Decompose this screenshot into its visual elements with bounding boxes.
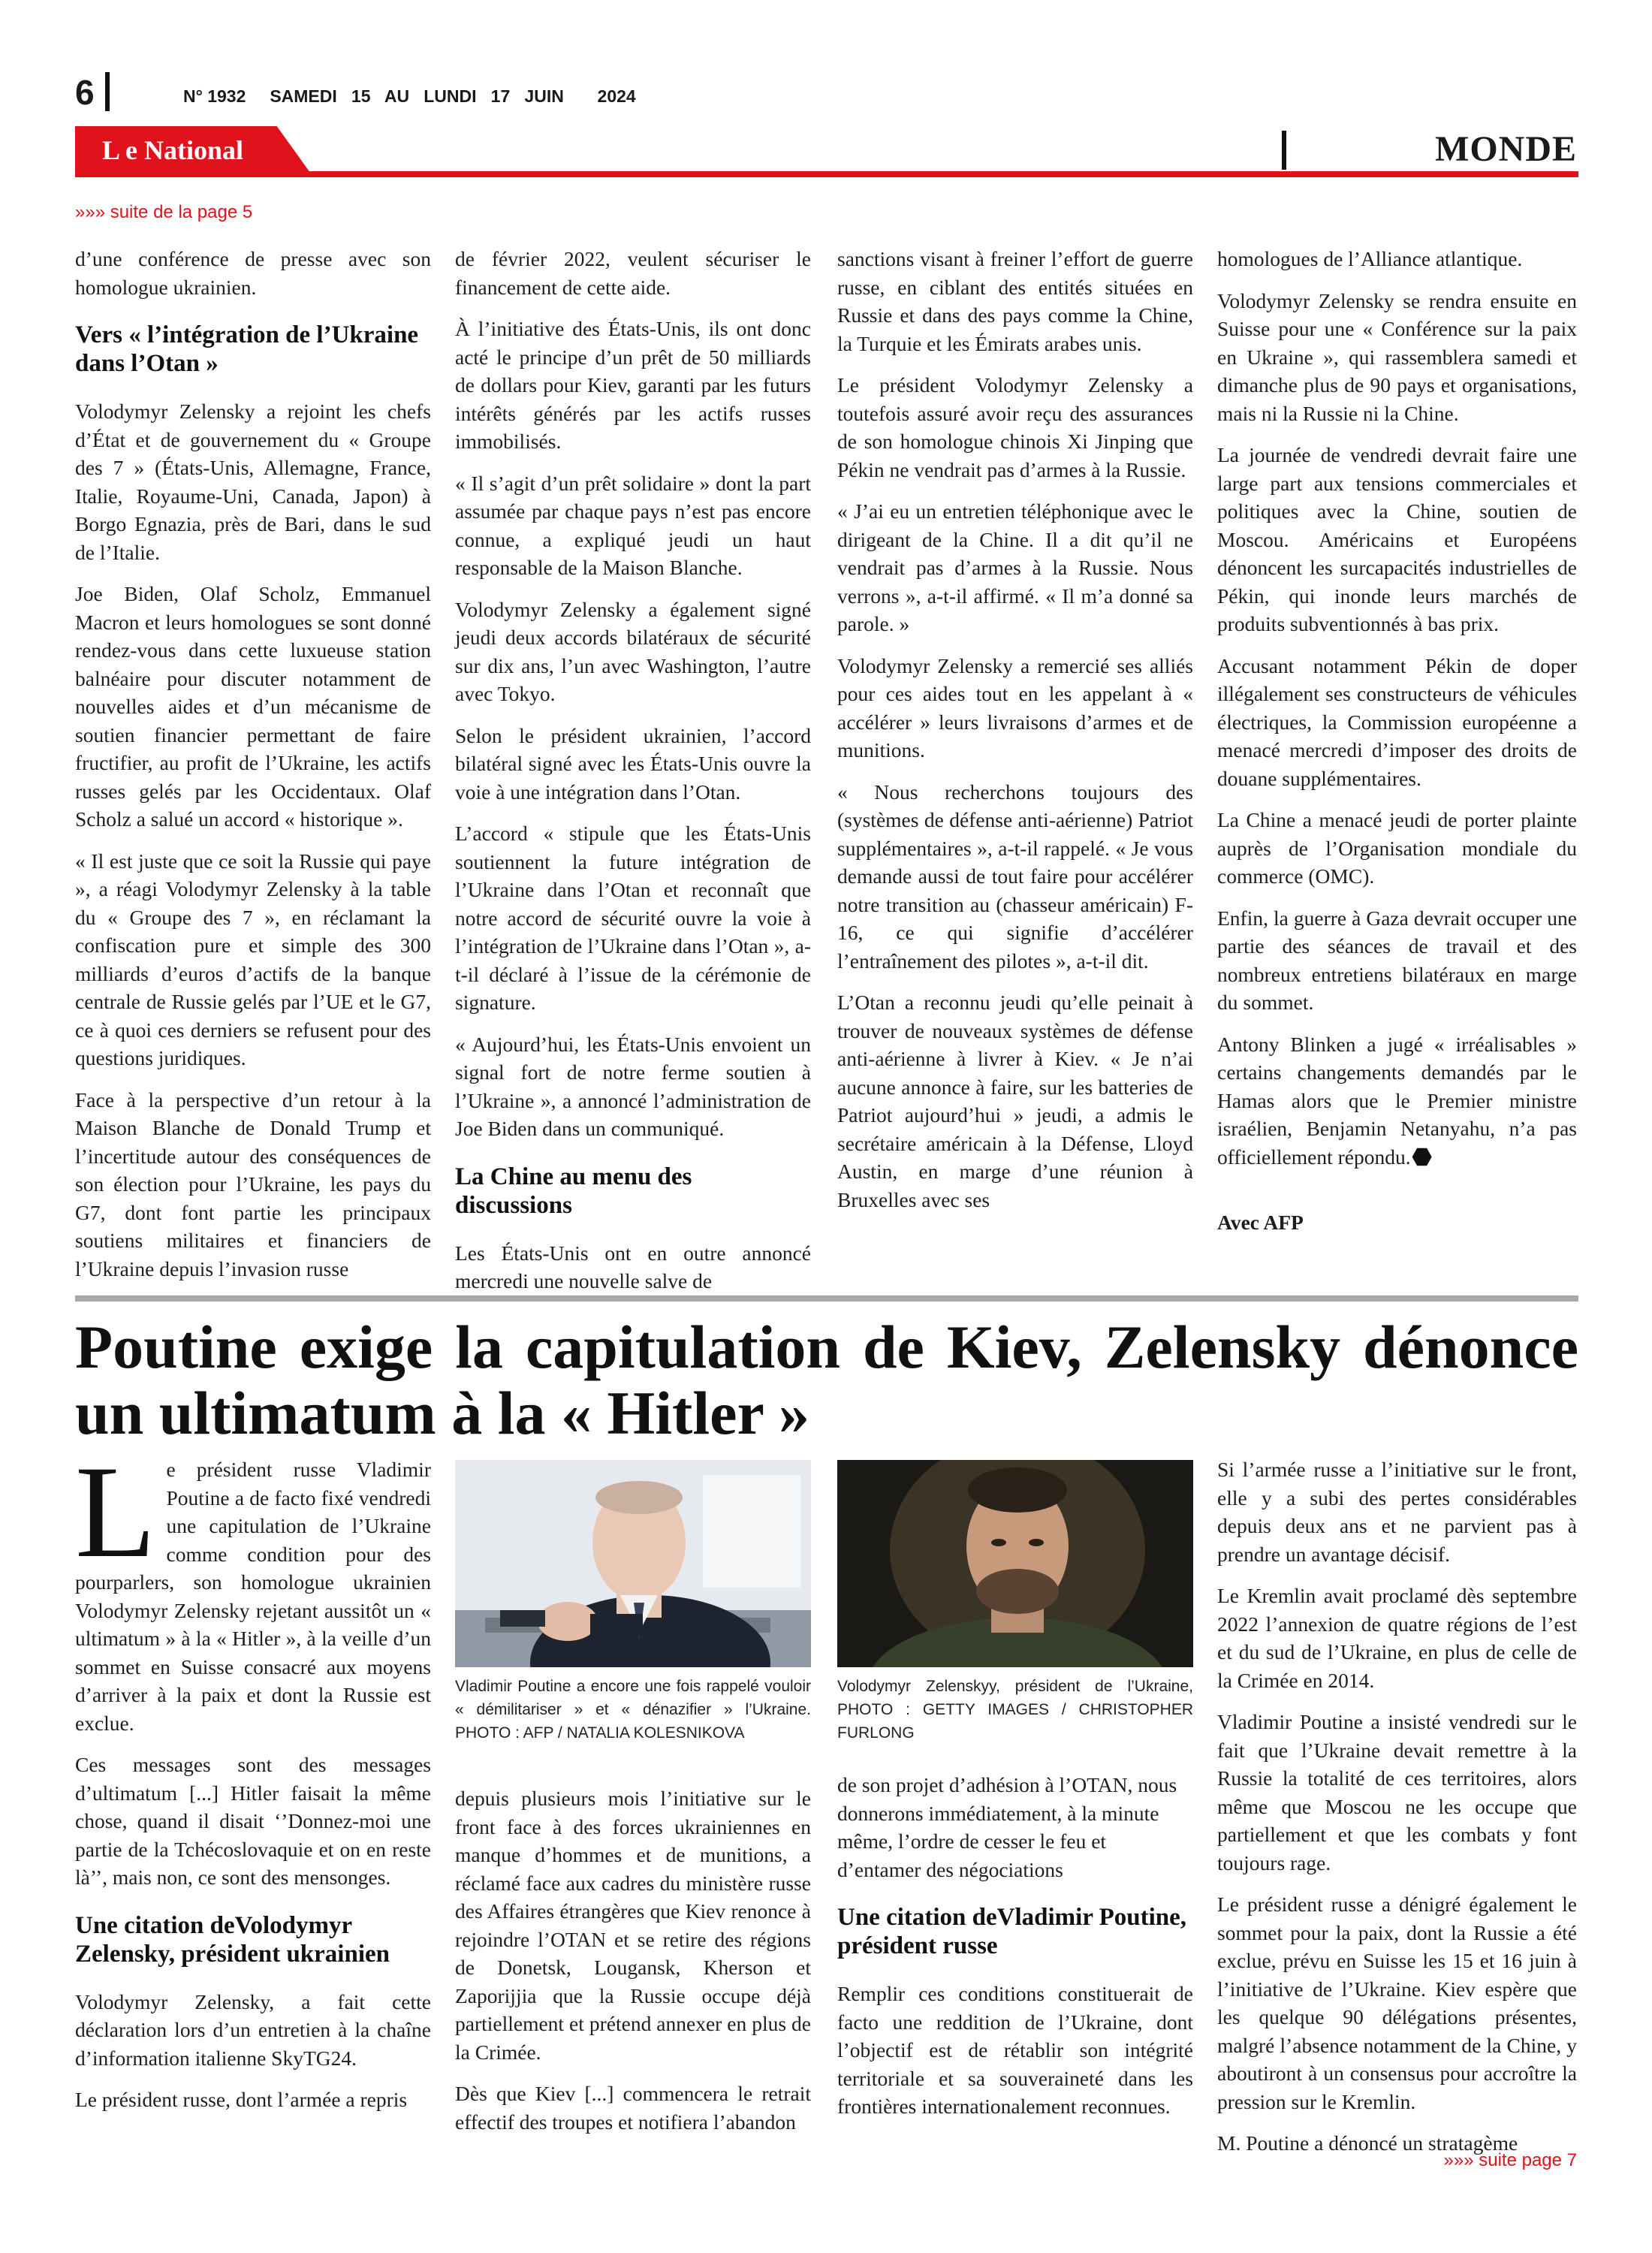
section-name: MONDE xyxy=(1435,129,1577,169)
paragraph: homologues de l’Alliance atlantique. xyxy=(1217,247,1523,270)
paragraph: Joe Biden, Olaf Scholz, Emmanuel Macron et leurs homologues se sont donné rendez-vous dans cette luxueuse station balnéaire pour discuter notamment de nouvelles aides et d’un mécanisme de soutien financier permettant de faire fructifier, au profit de l’Ukraine, les actifs russes gelés par les Occidentaux. Olaf Scholz a salué un accord « historique ». xyxy=(75,582,431,831)
paragraph: sanctions visant à freiner l’effort de guerre russe, en ciblant des entités situées en Russie et dans des pays comme la Chine, la Turquie et les Émirats arabes unis. xyxy=(837,247,1193,355)
paragraph-text: Antony Blinken a jugé « irréalisables » certains changements demandés par le Hamas alors que le Premier ministre israélien, Benjamin Netanyahu, n’a pas officiellement répondu. xyxy=(1217,1032,1577,1169)
bottom-article-column-2 xyxy=(455,1784,811,2136)
paragraph: La journée de vendredi devrait faire une large part aux tensions commerciales et politiques avec la Chine, soutien de Moscou. Américains et Européens dénoncent les surcapacités industrielles de Pékin, qui inonde leurs marchés de produits subventionnés à bas prix. xyxy=(1217,443,1577,635)
paragraph: Remplir ces conditions constituerait de facto une reddition de l’Ukraine, dont l’objectif est de rétablir son intégrité territoriale et sa souveraineté dans les frontières internationalement reconnues. xyxy=(837,1982,1193,2118)
issue-info: N° 1932 SAMEDI 15 AU LUNDI 17 JUIN 2024 xyxy=(183,86,636,106)
paragraph: Le président russe a dénigré également le sommet pour la paix, dont la Russie a été exclue, prévu en Suisse les 15 et 16 juin à l’initiative de l’Ukraine. Kiev espère que les quelque 90 délégations présentes, malgré l’absence notamment de la Chine, y aboutiront à un consensus pour accroître la pression sur le Kremlin. xyxy=(1217,1893,1577,2113)
section-divider xyxy=(1282,131,1286,170)
paragraph-with-end-mark xyxy=(1217,1030,1577,1172)
top-article-column-2 xyxy=(455,245,811,1295)
paragraph: Le Kremlin avait proclamé dès septembre 2022 l’annexion de quatre régions de l’est et du sud de l’Ukraine, en plus de celle de la Crimée en 2014. xyxy=(1217,1584,1577,1692)
zelensky-photo-illustration xyxy=(837,1460,1193,1667)
paragraph: « J’ai eu un entretien téléphonique avec le dirigeant de la Chine. Il a dit qu’il ne vendrait pas d’armes à la Russie. Nous verrons », a-t-il affirmé. « Il m’a donné sa parole. » xyxy=(837,499,1193,635)
paragraph: La Chine a menacé jeudi de porter plainte auprès de l’Organisation mondiale du commerce (OMC). xyxy=(1217,808,1577,888)
header-rule xyxy=(75,171,1578,177)
paragraph: À l’initiative des États-Unis, ils ont donc acté le principe d’un prêt de 50 milliards de dollars pour Kiev, garanti par les futurs intérêts générés par les actifs russes immobilisés. xyxy=(455,317,811,453)
photo-putin xyxy=(455,1460,811,1667)
paragraph: de février 2022, veulent sécuriser le financement de cette aide. xyxy=(455,247,811,299)
paragraph: L’accord « stipule que les États-Unis soutiennent la future intégration de l’Ukraine dans l’Otan et reconnaît que notre accord de sécurité ouvre la voie à l’intégration de l’Ukraine dans l’Otan », a-t-il déclaré à l’issue de la cérémonie de signature. xyxy=(455,822,811,1014)
paragraph: Dès que Kiev [...] commencera le retrait effectif des troupes et notifiera l’abandon xyxy=(455,2082,811,2134)
top-article-column-3 xyxy=(837,245,1193,1214)
paragraph: Volodymyr Zelensky, a fait cette déclaration lors d’un entretien à la chaîne d’information italienne SkyTG24. xyxy=(75,1989,431,2070)
bottom-article-column-1 xyxy=(75,1439,431,2114)
paragraph: Ces messages sont des messages d’ultimatum [...] Hitler faisait la même chose, quand il disait ‘’Donnez-moi une partie de la Tchécoslovaquie et on en reste là’’, mais non, ce sont des mensonges. xyxy=(75,1753,431,1889)
page-number: 6 xyxy=(75,73,95,112)
brand-name: L e National xyxy=(102,135,244,165)
subheading: Une citation deVladimir Poutine, président russe xyxy=(837,1904,1187,1959)
paragraph: « Aujourd’hui, les États-Unis envoient un signal fort de notre ferme soutien à l’Ukraine », a annoncé l’administration de Joe Biden dans un communiqué. xyxy=(455,1032,811,1140)
paragraph: Volodymyr Zelensky a rejoint les chefs d’État et de gouvernement du « Groupe des 7 » (États-Unis, Allemagne, France, Italie, Royaume-Uni, Canada, Japon) à Borgo Egnazia, près de Bari, dans le sud de l’Italie. xyxy=(75,400,431,564)
paragraph: Volodymyr Zelensky se rendra ensuite en Suisse pour une « Conférence sur la paix en Ukraine », qui rassemblera samedi et dimanche plus de 90 pays et organisations, mais ni la Russie ni la Chine. xyxy=(1217,288,1577,425)
paragraph: de son projet d’adhésion à l’OTAN, nous donnerons immédiatement, à la minute même, l’ordre de cesser le feu et d’entamer des négociations xyxy=(837,1773,1177,1881)
end-of-article-icon xyxy=(1412,1148,1432,1167)
paragraph: Vladimir Poutine a insisté vendredi sur le fait que l’Ukraine devait remettre à la Russie la totalité de ces territoires, alors même que Moscou ne les occupe que partiellement et que les combats y font toujours rage. xyxy=(1217,1710,1577,1874)
bottom-article-column-4 xyxy=(1217,1455,1577,2158)
page-number-divider xyxy=(105,72,110,111)
paragraph: « Il s’agit d’un prêt solidaire » dont la part assumée par chaque pays n’est pas encore connue, a expliqué jeudi un haut responsable de la Maison Blanche. xyxy=(455,471,811,579)
paragraph: Enfin, la guerre à Gaza devrait occuper une partie des séances de travail et des nombreux entretiens bilatéraux en marge du sommet. xyxy=(1217,906,1577,1014)
paragraph: Le président Volodymyr Zelensky a toutefois assuré avoir reçu des assurances de son homologue chinois Xi Jinping que Pékin ne vendrait pas d’armes à la Russie. xyxy=(837,373,1193,481)
paragraph: Volodymyr Zelensky a également signé jeudi deux accords bilatéraux de sécurité sur dix ans, l’un avec Washington, l’autre avec Tokyo. xyxy=(455,597,811,705)
photo-zelensky xyxy=(837,1460,1193,1667)
paragraph: Accusant notamment Pékin de doper illégalement ses constructeurs de véhicules électriques, la Commission européenne a menacé mercredi d’imposer des droits de douane supplémentaires. xyxy=(1217,653,1577,790)
paragraph: M. Poutine a dénoncé un stratagème xyxy=(1217,2131,1518,2155)
subheading: La Chine au menu des discussions xyxy=(455,1163,692,1219)
paragraph: Le président russe, dont l’armée a repris xyxy=(75,2088,408,2111)
paragraph: « Il est juste que ce soit la Russie qui paye », a réagi Volodymyr Zelensky à la table du « Groupe des 7 », en réclamant la confiscation pure et simple des 300 milliards d’euros d’actifs de la banque centrale de Russie gelés par l’UE et le G7, ce à quoi ces derniers se refusent pour des questions juridiques. xyxy=(75,849,431,1069)
photo-caption-putin: Vladimir Poutine a encore une fois rappelé vouloir « démilitariser » et « dénazifier » l’Ukraine. PHOTO : AFP / NATALIA KOLESNIKOVA xyxy=(455,1678,811,1742)
paragraph: Les États-Unis ont en outre annoncé mercredi une nouvelle salve de xyxy=(455,1241,811,1292)
paragraph: « Nous recherchons toujours des (systèmes de défense anti-aérienne) Patriot supplémentaires », a-t-il rappelé. « Je vous demande aussi de tout faire pour accélérer notre transition au (chasseur américain) F-16, ce qui signifie d’accélérer l’entraînement des pilotes », a-t-il dit. xyxy=(837,780,1193,973)
lead-paragraph xyxy=(75,1439,431,1737)
paragraph: depuis plusieurs mois l’initiative sur le front face à des forces ukrainiennes en manque d’hommes et de munitions, a réclamé face aux cadres du ministère russe des Affaires étrangères que Kiev renonce à rejoindre l’OTAN et se retire des régions de Donetsk, Lougansk, Kherson et Zaporijjia que la Russie occupe déjà partiellement et prétend annexer en plus de la Crimée. xyxy=(455,1787,811,2064)
subheading: Une citation deVolodymyr Zelensky, président ukrainien xyxy=(75,1911,390,1968)
paragraph: Si l’armée russe a l’initiative sur le front, elle y a subi des pertes considérables depuis deux ans et ne parvient pas à prendre un avantage décisif. xyxy=(1217,1458,1577,1566)
top-article-column-4 xyxy=(1217,245,1577,1250)
paragraph: Selon le président ukrainien, l’accord bilatéral signé avec les États-Unis ouvre la voie à une intégration dans l’Otan. xyxy=(455,723,811,804)
subheading: Vers « l’intégration de l’Ukraine dans l’Otan » xyxy=(75,321,419,377)
main-headline: Poutine exige la capitulation de Kiev, Zelensky dénonce un ultimatum à la « Hitler » xyxy=(75,1313,1578,1447)
drop-cap: L xyxy=(75,1439,156,1585)
bottom-article-column-3 xyxy=(837,1771,1193,2121)
paragraph: L’Otan a reconnu jeudi qu’elle peinait à trouver de nouveaux systèmes de défense anti-aérienne à livrer à Kiev. « Je n’ai aucune annonce à faire, sur les batteries de Patriot aujourd’hui » jeudi, a admis le secrétaire américain à la Défense, Lloyd Austin, en marge d’une réunion à Bruxelles avec ses xyxy=(837,991,1193,1211)
continued-from: »»» suite de la page 5 xyxy=(75,202,253,222)
top-article-column-1 xyxy=(75,245,431,1283)
paragraph: Face à la perspective d’un retour à la Maison Blanche de Donald Trump et l’incertitude autour des conséquences de son élection pour l’Ukraine, les pays du G7, dont font partie les principaux soutiens militaires et financiers de l’Ukraine depuis l’invasion russe xyxy=(75,1087,431,1280)
photo-caption-zelensky: Volodymyr Zelenskyy, président de l’Ukraine, PHOTO : GETTY IMAGES / CHRISTOPHER FURLONG xyxy=(837,1678,1193,1742)
continued-on-page[interactable]: »»» suite page 7 xyxy=(1443,2150,1577,2170)
paragraph: d’une conférence de presse avec son homologue ukrainien. xyxy=(75,247,431,299)
article-credit: Avec AFP xyxy=(1217,1211,1304,1234)
article-separator xyxy=(75,1295,1578,1301)
putin-photo-illustration xyxy=(455,1460,811,1667)
paragraph: Volodymyr Zelensky a remercié ses alliés pour ces aides tout en les appelant à « accélérer » leurs livraisons d’armes et de munitions. xyxy=(837,653,1193,762)
lead-text: e président russe Vladimir Poutine a de facto fixé vendredi une capitulation de l’Ukraine comme condition pour des pourparlers, son homologue ukrainien Volodymyr Zelensky rejetant aussitôt un « ultimatum » à la « Hitler », à la veille d’un sommet en Suisse consacré aux moyens d’arriver à la paix et dont la Russie est exclue. xyxy=(75,1458,431,1735)
